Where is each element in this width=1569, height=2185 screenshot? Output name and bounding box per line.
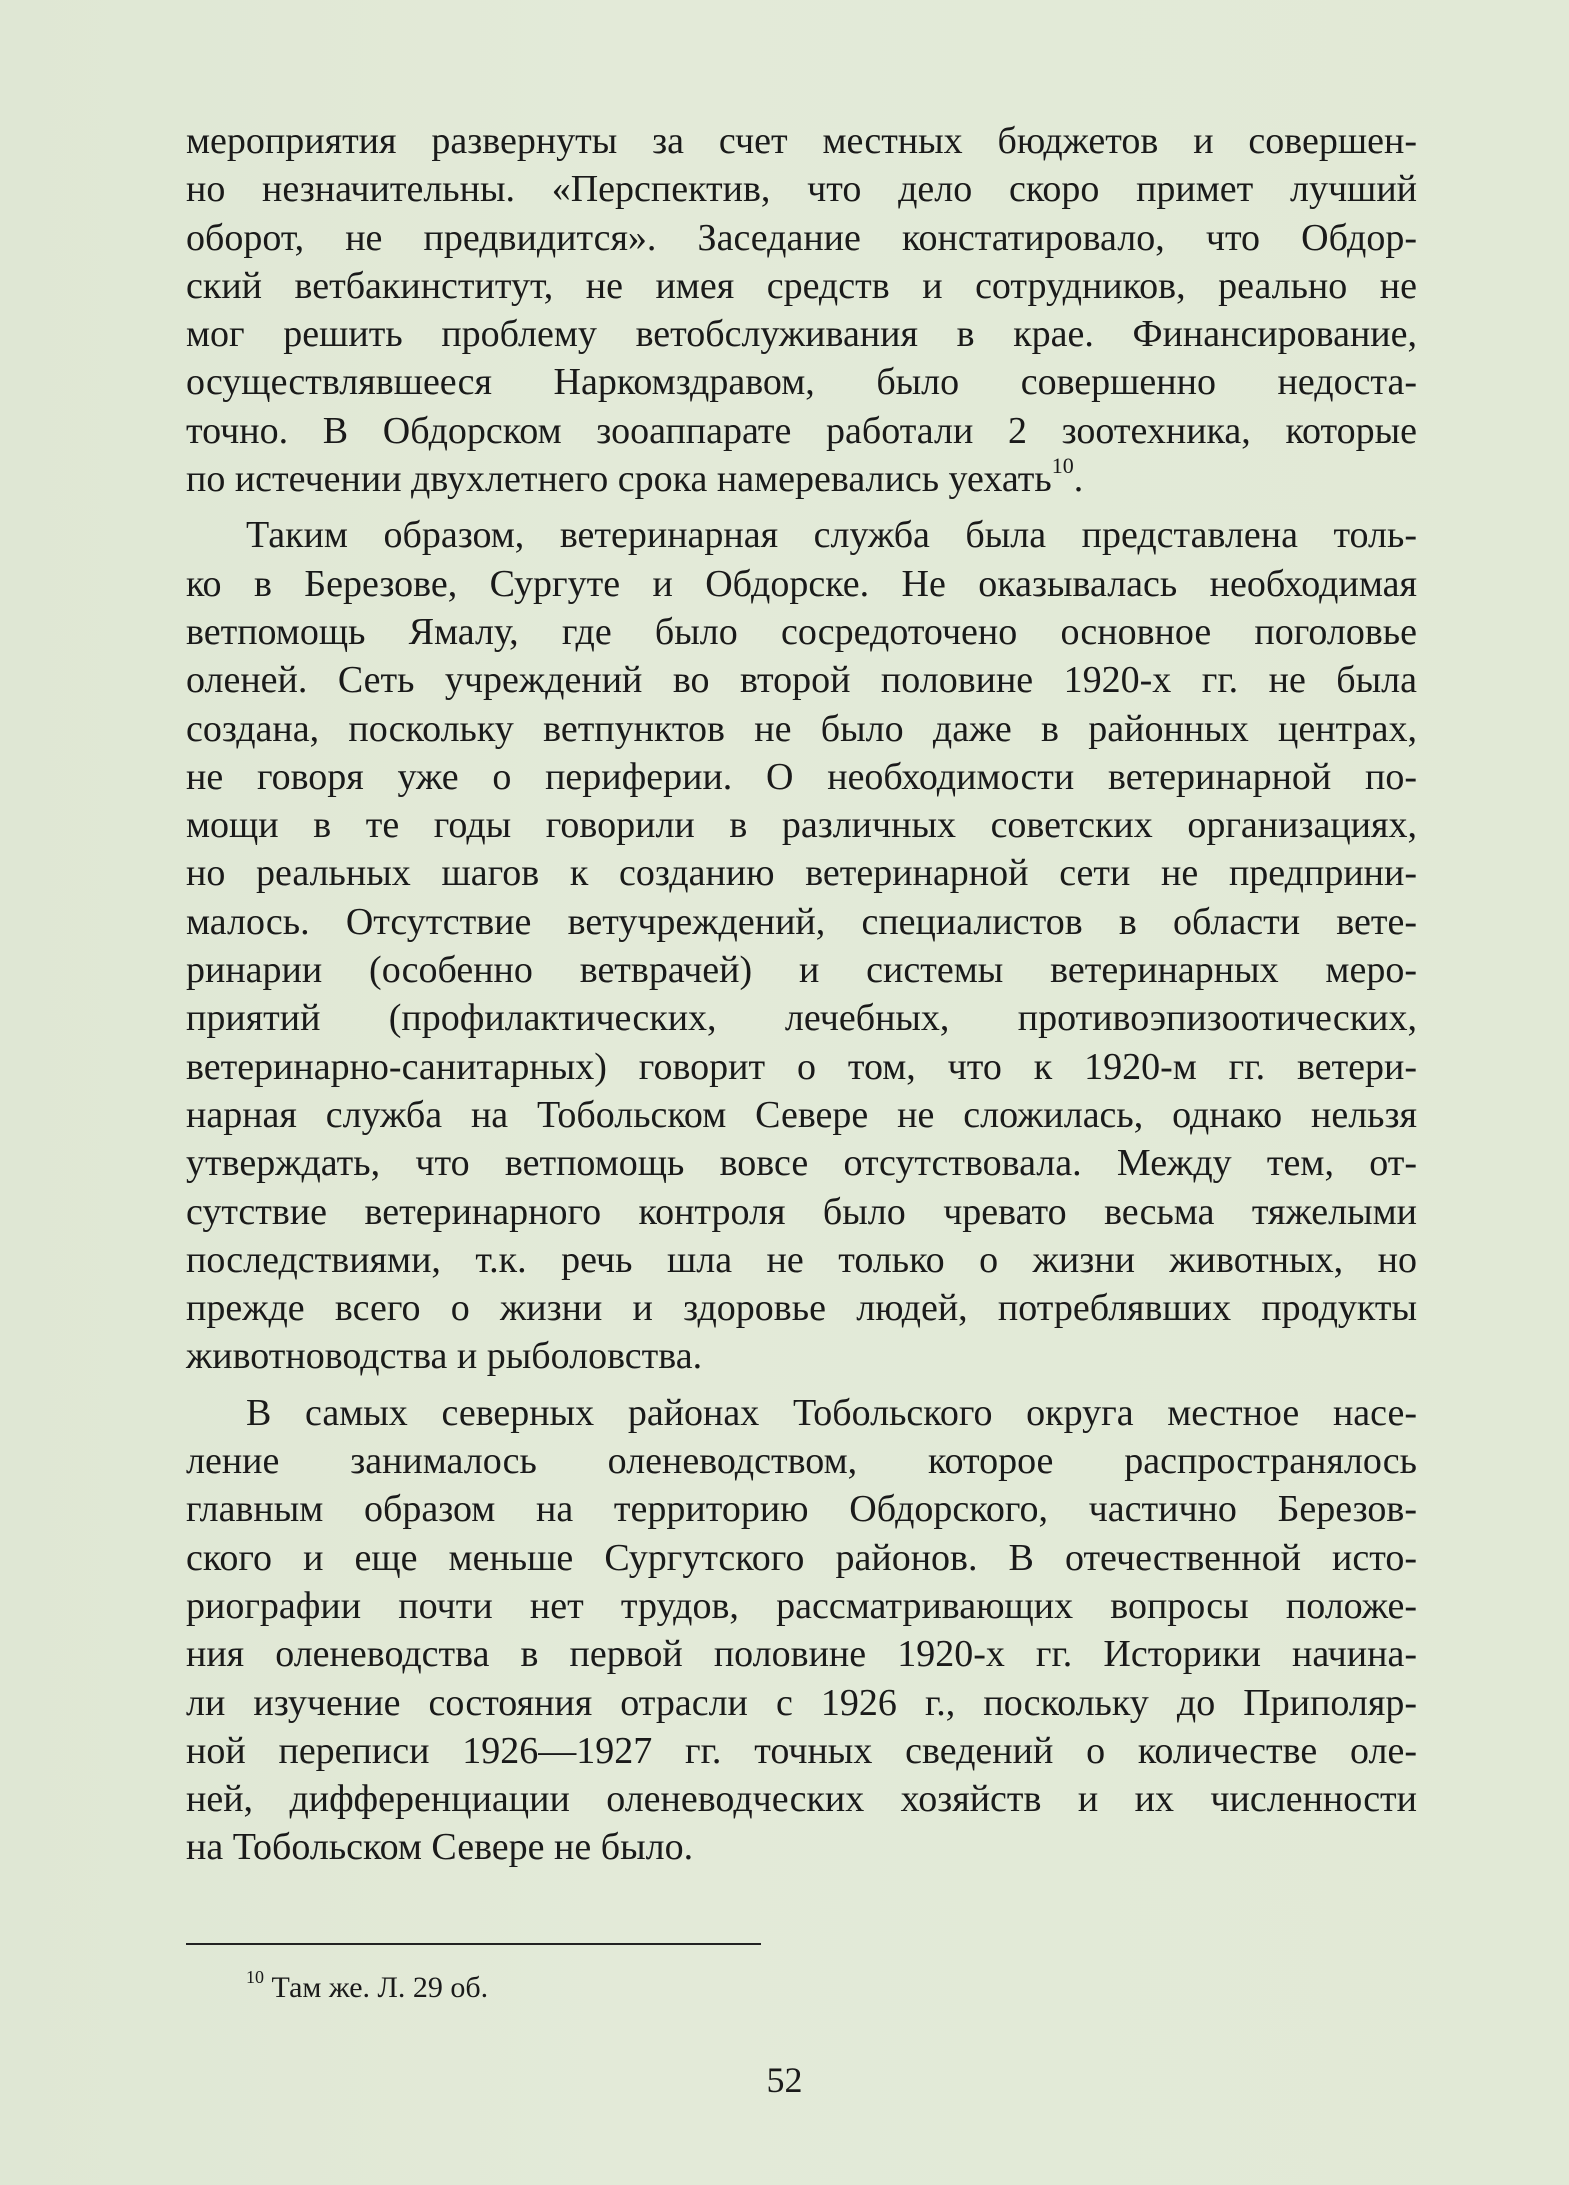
text-line [186,455,1417,503]
text-line: Таким образом, ветеринарная служба была представлена толь- [246,514,1417,557]
text-line: ветеринарно-санитарных) говорит о том, что к 1920-м гг. ветери- [186,1045,1417,1088]
text-line: ния оленеводства в первой половине 1920-х гг. Историки начина- [186,1633,1417,1676]
text-line: ней, дифференциации оленеводческих хозяйств и их численности [186,1778,1417,1821]
text-line: главным образом на территорию Обдорского, частично Березов- [186,1488,1417,1531]
footnote-text: Там же. Л. 29 об. [264,1971,489,2004]
text-line: малось. Отсутствие ветучреждений, специалистов в области вете- [186,900,1417,943]
text-line: мероприятия развернуты за счет местных бюджетов и совершен- [186,120,1417,162]
footnote-reference[interactable]: 10 [1051,453,1074,479]
text-line-end-punctuation: . [1073,458,1084,501]
text-line: последствиями, т.к. речь шла не только о жизни животных, но [186,1238,1417,1281]
page-number: 52 [766,2060,803,2100]
footnote-separator [186,1943,761,1945]
text-line: нарная служба на Тобольском Севере не сложилась, однако нельзя [186,1093,1417,1136]
text-line: ринарии (особенно ветврачей) и системы ветеринарных меро- [186,949,1417,992]
text-line: прежде всего о жизни и здоровье людей, потреблявших продукты [186,1287,1417,1330]
text-line: ной переписи 1926—1927 гг. точных сведений о количестве оле- [186,1729,1417,1772]
text-line: оборот, не предвидится». Заседание констатировало, что Обдор- [186,216,1417,259]
text-line: на Тобольском Севере не было. [186,1826,694,1869]
paragraph-1 [186,117,1417,503]
text-line: точно. В Обдорском зооаппарате работали 2 зоотехника, которые [186,409,1417,452]
text-line: не говоря уже о периферии. О необходимости ветеринарной по- [186,755,1417,798]
body-text [186,117,1417,1872]
text-line: осуществлявшееся Наркомздравом, было совершенно недоста- [186,361,1417,404]
text-line: оленей. Сеть учреждений во второй половине 1920-х гг. не была [186,659,1417,702]
footnote [246,1968,488,2008]
text-line: ского и еще меньше Сургутского районов. В отечественной исто- [186,1536,1417,1579]
footnote-number: 10 [246,1967,264,1987]
text-line: сутствие ветеринарного контроля было чревато весьма тяжелыми [186,1190,1417,1233]
text-line: ление занималось оленеводством, которое распространялось [186,1440,1417,1483]
text-line-content: по истечении двухлетнего срока намеревались уехать [186,458,1052,501]
text-line: ский ветбакинститут, не имея средств и сотрудников, реально не [186,264,1417,307]
paragraph-2 [186,511,1417,1380]
text-line: риографии почти нет трудов, рассматривающих вопросы положе- [186,1584,1417,1627]
text-line: мощи в те годы говорили в различных советских организациях, [186,804,1417,847]
paragraph-3 [186,1389,1417,1872]
text-line: утверждать, что ветпомощь вовсе отсутствовала. Между тем, от- [186,1142,1417,1185]
text-line: ко в Березове, Сургуте и Обдорске. Не оказывалась необходимая [186,562,1417,605]
text-line: мог решить проблему ветобслуживания в крае. Финансирование, [186,313,1417,356]
text-line: ветпомощь Ямалу, где было сосредоточено основное поголовье [186,610,1417,653]
text-line: ли изучение состояния отрасли с 1926 г., поскольку до Приполяр- [186,1681,1417,1724]
text-line: приятий (профилактических, лечебных, противоэпизоотических, [186,997,1417,1040]
text-line: создана, поскольку ветпунктов не было даже в районных центрах, [186,707,1417,750]
text-line: но реальных шагов к созданию ветеринарной сети не предприни- [186,852,1417,895]
text-line: животноводства и рыболовства. [186,1335,703,1378]
text-line: но незначительны. «Перспектив, что дело скоро примет лучший [186,168,1417,211]
text-line: В самых северных районах Тобольского округа местное насе- [246,1391,1417,1434]
